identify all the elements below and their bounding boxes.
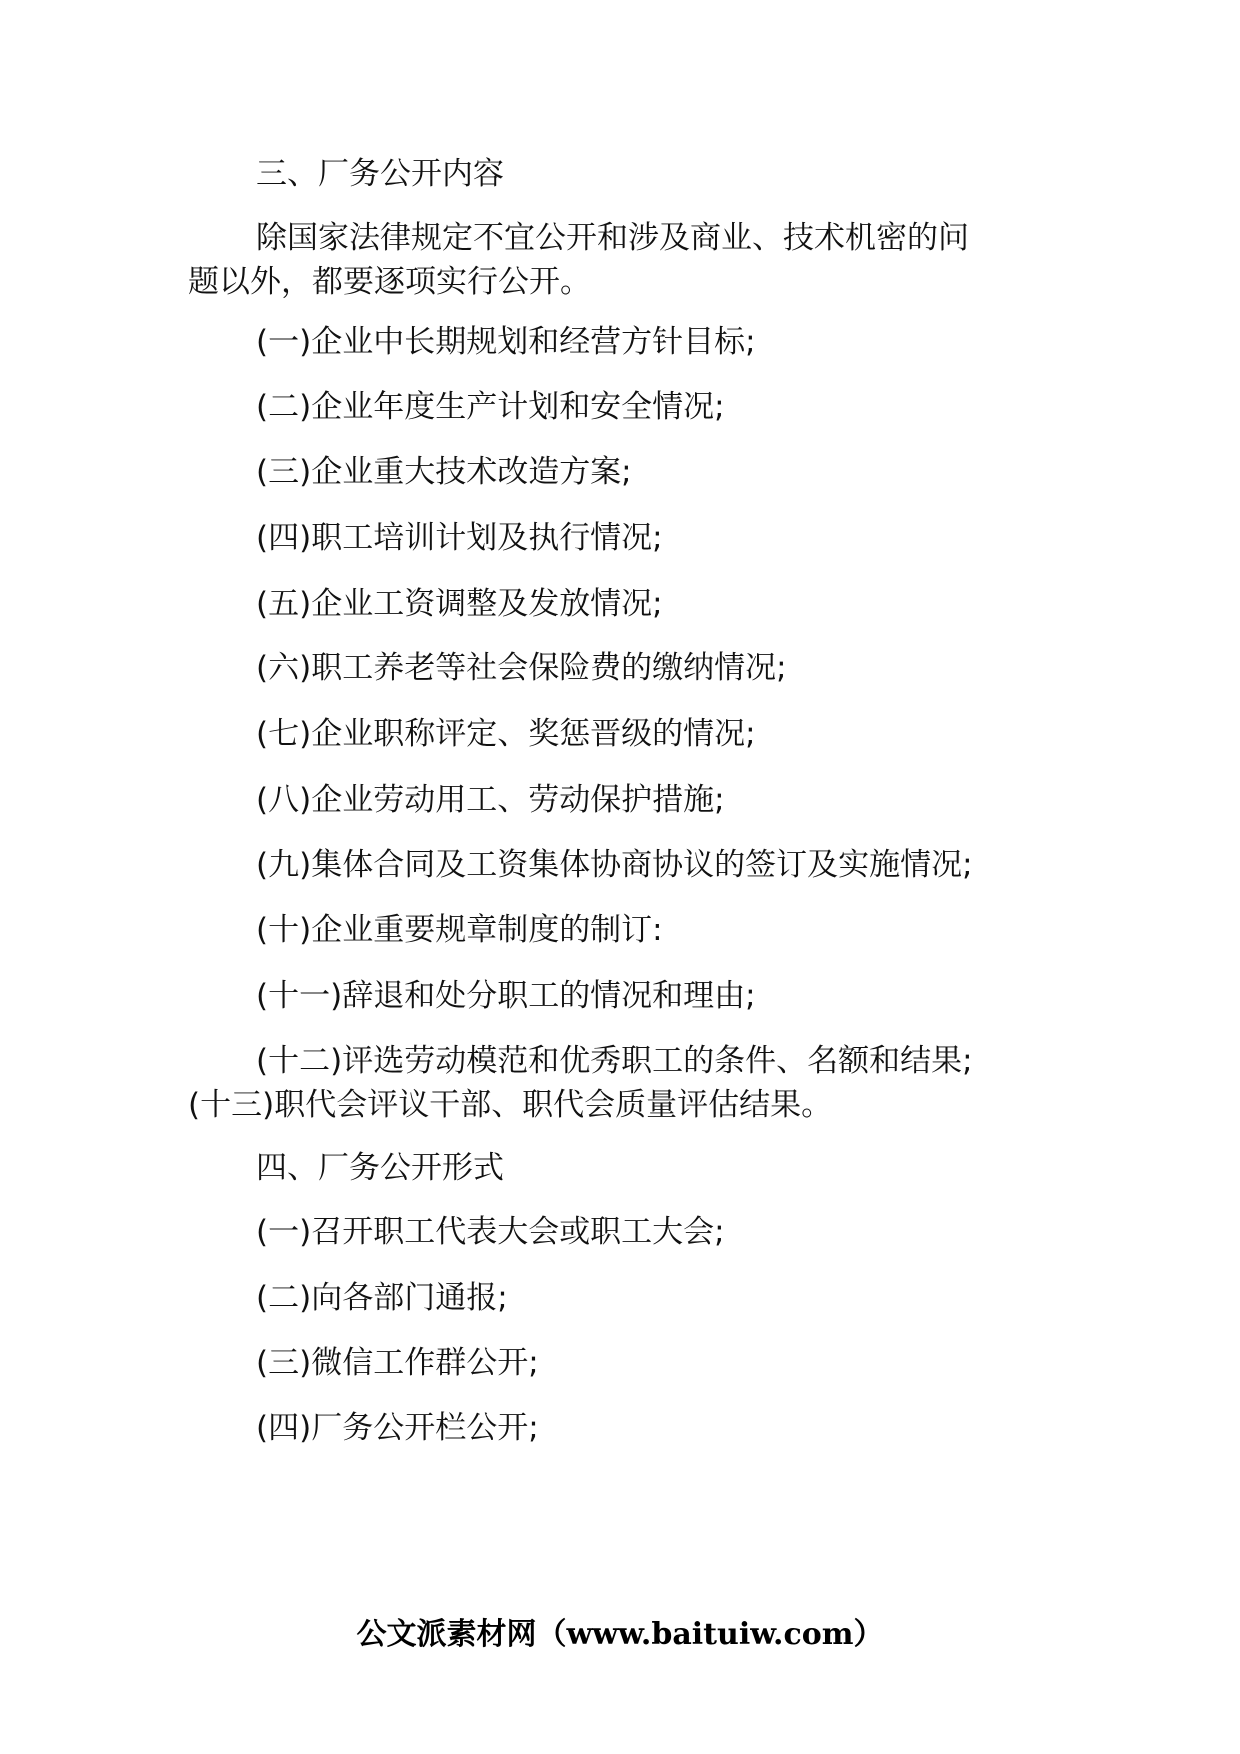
section-heading-3: 三、厂务公开内容 xyxy=(256,156,504,192)
content-item-12: (十二)评选劳动模范和优秀职工的条件、名额和结果; xyxy=(256,1043,973,1079)
content-item-1: (一)企业中长期规划和经营方针目标; xyxy=(256,324,756,360)
content-item-7: (七)企业职称评定、奖惩晋级的情况; xyxy=(256,716,756,752)
form-item-2: (二)向各部门通报; xyxy=(256,1280,508,1316)
content-item-9: (九)集体合同及工资集体协商协议的签订及实施情况; xyxy=(256,847,973,883)
form-item-1: (一)召开职工代表大会或职工大会; xyxy=(256,1214,725,1250)
intro-paragraph-line-1: 除国家法律规定不宜公开和涉及商业、技术机密的问 xyxy=(256,220,969,256)
section-heading-4: 四、厂务公开形式 xyxy=(256,1150,504,1186)
content-item-13: (十三)职代会评议干部、职代会质量评估结果。 xyxy=(188,1087,833,1123)
content-item-11: (十一)辞退和处分职工的情况和理由; xyxy=(256,978,756,1014)
content-item-3: (三)企业重大技术改造方案; xyxy=(256,454,632,490)
form-item-3: (三)微信工作群公开; xyxy=(256,1345,539,1381)
intro-paragraph-line-2: 题以外，都要逐项实行公开。 xyxy=(188,264,591,300)
content-item-8: (八)企业劳动用工、劳动保护措施; xyxy=(256,782,725,818)
content-item-4: (四)职工培训计划及执行情况; xyxy=(256,520,663,556)
form-item-4: (四)厂务公开栏公开; xyxy=(256,1410,539,1446)
content-item-2: (二)企业年度生产计划和安全情况; xyxy=(256,389,725,425)
footer-watermark: 公文派素材网（www.baituiw.com） xyxy=(356,1617,884,1652)
content-item-6: (六)职工养老等社会保险费的缴纳情况; xyxy=(256,650,787,686)
content-item-5: (五)企业工资调整及发放情况; xyxy=(256,586,663,622)
content-item-10: (十)企业重要规章制度的制订: xyxy=(256,912,663,948)
